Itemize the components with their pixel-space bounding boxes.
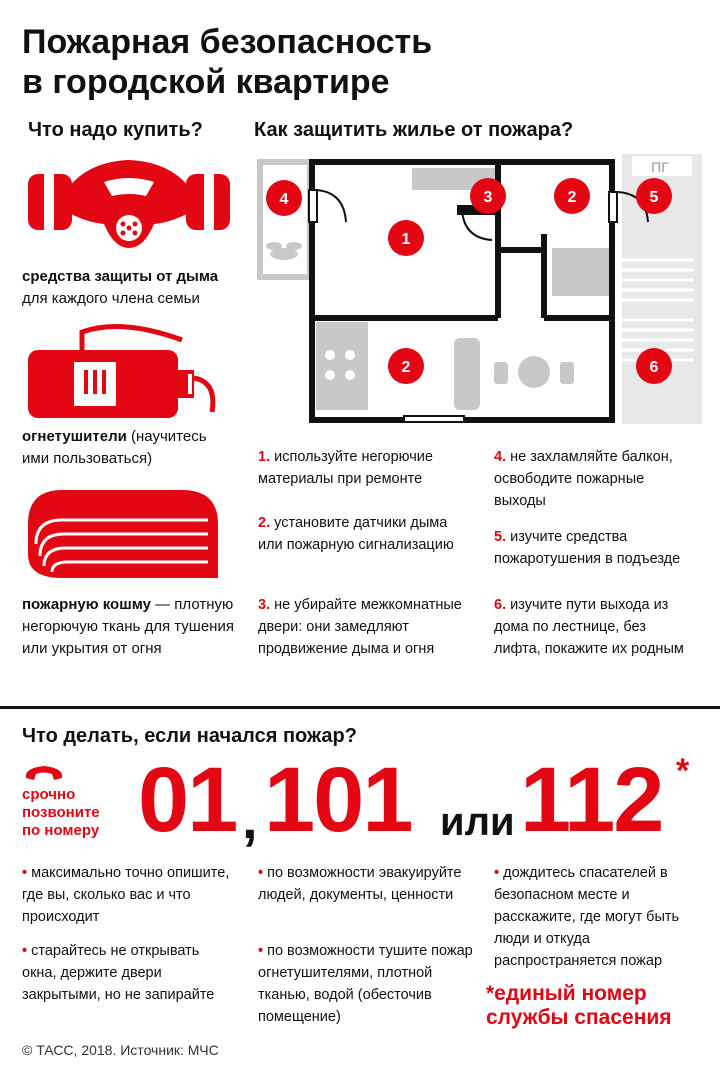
call-text [22, 786, 100, 840]
floor-plan [254, 150, 704, 430]
emergency-number-01: 01 [138, 749, 237, 851]
tip-text: не убирайте межкомнатные двери: они замедляют продвижение дыма и огня [258, 597, 462, 657]
title-line-1: Пожарная безопасность [22, 23, 433, 61]
buy-heading: Что надо купить? [28, 119, 203, 141]
tip-3 [258, 594, 468, 660]
call-line-1: срочно [22, 786, 76, 803]
tip-number: 5. [494, 529, 507, 545]
action-text: максимально точно опишите, где вы, сколько вас и что происходит [22, 865, 230, 925]
marker-4: 4 [279, 191, 289, 208]
marker-3: 3 [483, 189, 493, 206]
protect-heading: Как защитить жилье от пожара? [254, 119, 574, 141]
buy-item-rest: — плотную негорючую ткань для тушения или укрытия от огня [22, 596, 234, 657]
or-word: или [440, 800, 515, 844]
tip-text: изучите средства пожаротушения в подъезде [494, 529, 681, 567]
tip-1 [258, 446, 468, 490]
fire-heading: Что делать, если начался пожар? [22, 725, 357, 747]
tip-2 [258, 512, 468, 556]
tip-number: 6. [494, 597, 507, 613]
emergency-number-101: 101 [264, 749, 412, 851]
tip-5 [494, 526, 694, 570]
bullet-icon: • [22, 865, 32, 881]
call-line-3: по номеру [22, 822, 100, 839]
tip-number: 4. [494, 449, 507, 465]
buy-item-strong: пожарную кошму [22, 596, 151, 613]
source-footer: © ТАСС, 2018. Источник: МЧС [22, 1042, 219, 1058]
phone-icon [22, 762, 66, 784]
tip-text: не захламляйте балкон, освободите пожарные выходы [494, 449, 673, 509]
tip-6 [494, 594, 694, 660]
section-divider [0, 706, 720, 709]
action-1 [22, 862, 237, 928]
marker-2b: 2 [401, 359, 411, 376]
footnote-line-1: *единый номер [486, 982, 647, 1005]
bullet-icon: • [494, 865, 504, 881]
buy-item-strong: средства защиты от дыма [22, 268, 219, 285]
tip-text: используйте негорючие материалы [258, 449, 433, 487]
tip-number: 1. [258, 449, 271, 465]
buy-item-rest: для каждого члена семьи [22, 290, 200, 307]
footnote-line-2: службы спасения [486, 1006, 672, 1029]
action-text: по возможности тушите пожар огнетушителями, плотной тканью, водой (обесточив помещение) [258, 943, 473, 1025]
tip-4 [494, 446, 694, 512]
emergency-number-112: 112 [520, 749, 663, 851]
action-2 [22, 940, 237, 1006]
action-3 [258, 862, 473, 906]
buy-item-smoke-protection [22, 266, 242, 310]
buy-item-rest: (научитесь ими пользоваться) [22, 428, 207, 467]
buy-item-extinguisher [22, 426, 232, 470]
marker-2a: 2 [567, 189, 577, 206]
gas-mask-icon [24, 152, 234, 252]
tip-strong: при ремонте [337, 471, 423, 487]
tip-number: 2. [258, 515, 271, 531]
action-text: дождитесь спасателей в безопасном месте и расскажите, где могут быть люди и откуда распространяется пожар [494, 865, 680, 969]
number-separator: , [242, 787, 258, 850]
tip-text: изучите пути выхода из дома по лестнице, без лифта, покажите их родным [494, 597, 684, 657]
plan-label-pg: ПГ [651, 159, 669, 175]
bullet-icon: • [258, 865, 268, 881]
fire-extinguisher-icon [22, 322, 222, 422]
asterisk-mark: * [676, 752, 690, 790]
buy-item-strong: огнетушители [22, 428, 127, 445]
marker-6: 6 [649, 359, 659, 376]
tip-number: 3. [258, 597, 271, 613]
action-text: старайтесь не открывать окна, держите двери закрытыми, но не запирайте [22, 943, 215, 1003]
footnote-112 [486, 982, 672, 1030]
bullet-icon: • [258, 943, 268, 959]
page-title [22, 22, 662, 102]
bullet-icon: • [22, 943, 32, 959]
action-4 [258, 940, 473, 1028]
action-text: по возможности эвакуируйте людей, документы, ценности [258, 865, 462, 903]
marker-5: 5 [649, 189, 659, 206]
title-line-2: в городской квартире [22, 63, 390, 101]
marker-1: 1 [401, 231, 411, 248]
buy-item-blanket [22, 594, 244, 660]
fire-blanket-icon [22, 484, 222, 584]
action-5 [494, 862, 699, 972]
tip-text: установите датчики дыма или пожарную сигнализацию [258, 515, 454, 553]
call-line-2: позвоните [22, 804, 100, 821]
